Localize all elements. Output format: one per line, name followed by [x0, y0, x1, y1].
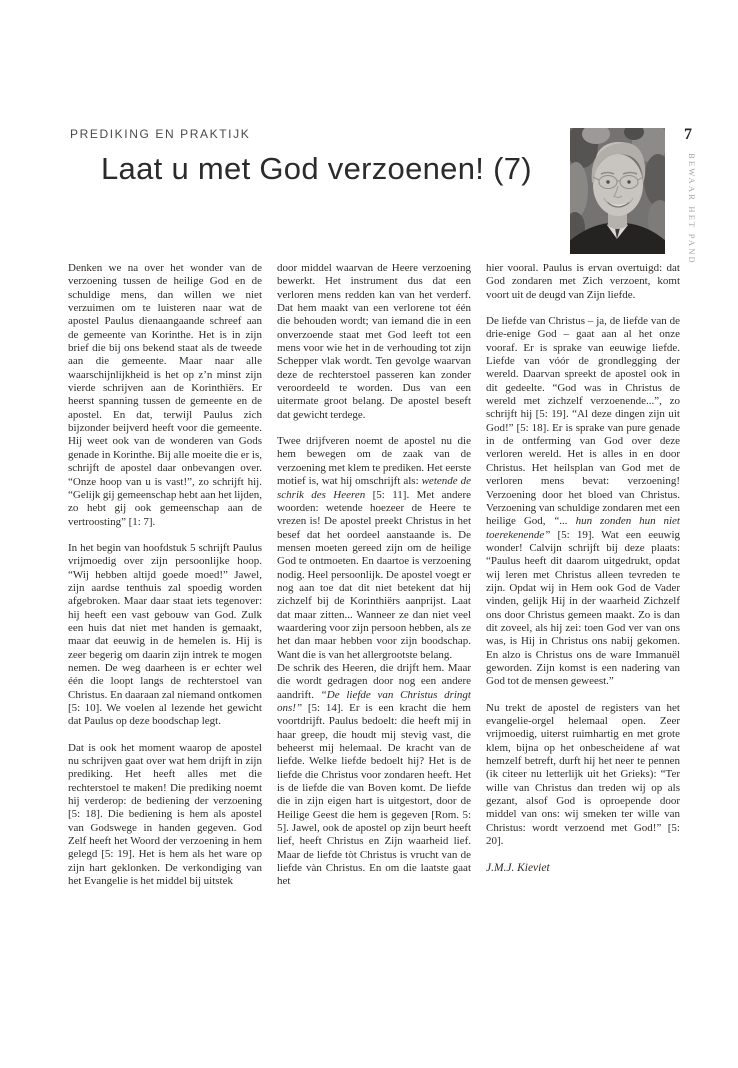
paragraph-text: [5: 11]. Met andere woorden: wetende hoezeer de Heere te vrezen is! De apostel preekt Christus in het besef dat het oordeel aanstaande is. De mensen moeten gereed zijn om de heilige God te ontmoeten. En daartoe is verzoening nodig. Heel persoonlijk. De apostel voegt er nog aan toe dat dit niet betekent dat hij zichzelf bij de Korinthiërs aanprijst. Laat dat maar zitten... Wanneer ze dan niet veel waardering voor zijn persoon hebben, als ze het dan maar hebben voor zijn boodschap. Want die is van het allergrootste belang. [277, 488, 471, 661]
quoted-scripture-italic: wetende de schrik des Heeren [277, 475, 471, 501]
paragraph-text: J.M.J. Kieviet [486, 862, 550, 875]
paragraph-text: [5: 19]. Wat een eeuwig wonder! Calvijn schrijft bij deze plaats: “Paulus heeft dit daarom uitgedrukt, opdat wij leren met Christus alleen tevreden te zijn. Opdat wij in Hem ook God de Vader vinden, gelijk Hij in der waarheid Zichzelf ons door Christus gemeen maakt. Zo is dan dit zoveel, als hij zei: toen God ver van ons was, is Hij in Christus ons nabij gekomen. En alzo is Christus ons de ware Immanuël geworden. Zijn komst is een nadering van God tot de mensen geweest.” [486, 528, 680, 688]
paragraph-text: Denken we na over het wonder van de verzoening tussen de heilige God en de schuldige mens, dan willen we niet verzuimen om te luisteren naar wat de apostel Paulus dienaangaande schreef aan de gemeente van Korinthe. Het is in zijn brief die bij ons bekend staat als de tweede aan die gemeente. Maar naar alle waarschijnlijkheid is het op z’n minst zijn vierde schrijven aan de Korinthiërs. Er heerst spanning tussen de gemeente en de apostel. En dat, terwijl Paulus zich bijzonder beijverd heeft voor die gemeente. Hij weet ook van de wonderen van Gods genade in Korinthe. Bij alle moeite die er is, schrijft de apostel daar onbevangen over. “Onze hoop van u is vast!”, zo schrijft hij. “Gelijk gij gemeenschap hebt aan het lijden, zo hebt gij ook gemeenschap aan de vertroosting” [1: 7]. [68, 262, 262, 528]
magazine-name-vertical: BEWAAR HET PAND [687, 153, 697, 265]
quoted-scripture-italic: “De liefde van Christus dringt ons!” [277, 688, 471, 714]
article-paragraph [486, 702, 680, 849]
article-paragraph [277, 435, 471, 662]
page-number: 7 [684, 126, 692, 143]
quoted-scripture-italic: “... hun zonden hun niet toerekenende” [486, 515, 680, 541]
article-paragraph [68, 542, 262, 729]
paragraph-text: [5: 14]. Er is een kracht die hem voortdrijft. Paulus bedoelt: die heeft mij in haar greep, die houdt mij stevig vast, die beheerst mij helemaal. De kracht van de liefde. Welke liefde bedoelt hij? Het is de liefde die Christus voor zondaren heeft. Het is de liefde die van Boven komt. De liefde die in zijn eigen hart is uitgestort, door de Heilige Geest die hem is gegeven [Rom. 5: 5]. Jawel, ook de apostel op zijn beurt heeft lief, heeft Christus en Zijn waarheid lief. Maar de liefde tòt Christus is vrucht van de liefde vàn Christus. En om die laatste gaat het [277, 702, 471, 888]
paragraph-text: hier vooral. Paulus is ervan overtuigd: dat God zondaren met Zich verzoent, komt voort uit de deugd van Zijn liefde. [486, 262, 680, 301]
author-signature [486, 862, 680, 875]
article-paragraph [486, 262, 680, 302]
article-paragraph [277, 662, 471, 889]
article-paragraph [486, 315, 680, 689]
article-column-2 [277, 262, 471, 954]
paragraph-text: Twee drijfveren noemt de apostel nu die hem bewegen om de zaak van de verzoening met klem te prediken. Het eerste motief is, wat hij omschrijft als: [277, 435, 471, 488]
article-body [68, 262, 680, 954]
author-photo-image [570, 128, 665, 254]
article-paragraph [277, 262, 471, 422]
page-title: Laat u met God verzoenen! (7) [101, 151, 532, 186]
paragraph-text: De schrik des Heeren, die drijft hem. Maar die wordt gedragen door nog een andere aandrift. [277, 661, 471, 701]
section-kicker: PREDIKING EN PRAKTIJK [70, 127, 251, 141]
article-column-1 [68, 262, 262, 954]
article-paragraph [68, 262, 262, 529]
paragraph-text: Nu trekt de apostel de registers van het evangelie-orgel helemaal open. Zeer vrijmoedig, uiterst ruimhartig en met grote klem, bijna op het onbescheidene af wat hemzelf betreft, durft hij het neer te pennen (ik citeer nu letterlijk uit het Grieks): “Ter wille van Christus dan treden wij op als gezant, alsof God is oproepende door middel van ons: wij smeken ter wille van Christus: wordt verzoend met God!” [5: 20]. [486, 701, 680, 848]
paragraph-text: In het begin van hoofdstuk 5 schrijft Paulus vrijmoedig over zijn persoonlijke hoop. “Wij hebben altijd goede moed!” Jawel, zijn aardse tenthuis zal spoedig worden afgebroken. Maar daar staat iets tegenover: hij heeft een vast gebouw van God. Zulk een huis dat niet met handen is gemaakt, maar dat eeuwig in de hemelen is. Hij is zeer begerig om daarin zijn intrek te mogen nemen. De weg daarheen is er echter wel één die loopt langs de rechterstoel van Christus. En daaraan zal niemand ontkomen [5: 10]. We voelen al lezende het gewicht dat Paulus op deze boodschap legt. [68, 541, 262, 728]
article-paragraph [68, 742, 262, 889]
article-column-3 [486, 262, 680, 954]
paragraph-text: De liefde van Christus – ja, de liefde van de drie-enige God – gaat aan al het onze vooraf. Er is sprake van eeuwige liefde. Liefde van vóór de grondlegging der wereld. Daarvan spreekt de apostel ook in dit gedeelte. “God was in Christus de wereld met zichzelf verzoenende...”, zo schrijft hij [5: 19]. “Al deze dingen zijn uit God!” [5: 18]. Er is sprake van pure genade in de ontferming van God over deze verloren wereld. Het is alles in en door Christus. Het heilsplan van God met de verloren mens bevat: verzoening! Verzoening door het bloed van Christus. Verzoening van schuldige zondaren met een heilige God, [486, 315, 680, 528]
author-photo [570, 128, 665, 254]
paragraph-text: Dat is ook het moment waarop de apostel nu schrijven gaat over wat hem drijft in zijn prediking. Het heeft alles met die rechterstoel te maken! Die prediking noemt hij verderop: de bediening der verzoening [5: 18]. Die bediening is hem als apostel van Godswege in handen gegeven. God Zelf heeft het Woord der verzoening in hem gelegd [5: 19]. Het is hem als het ware op zijn hart geklonken. De verkondiging van het Evangelie is het middel bij uitstek [68, 741, 262, 888]
paragraph-text: door middel waarvan de Heere verzoening bewerkt. Het instrument dus dat een verloren mens redden kan van het verderf. Dat hem maakt van een verlorene tot één die behouden wordt; van iemand die in een onverzoende staat met God leeft tot een mens voor wie het in de verhouding tot zijn Schepper vlak wordt. Ten gevolge waarvan deze de rechterstoel passeren kan zonder veroordeeld te worden. Dus van een uitermate groot belang. De apostel beseft dat gewicht terdege. [277, 262, 471, 421]
